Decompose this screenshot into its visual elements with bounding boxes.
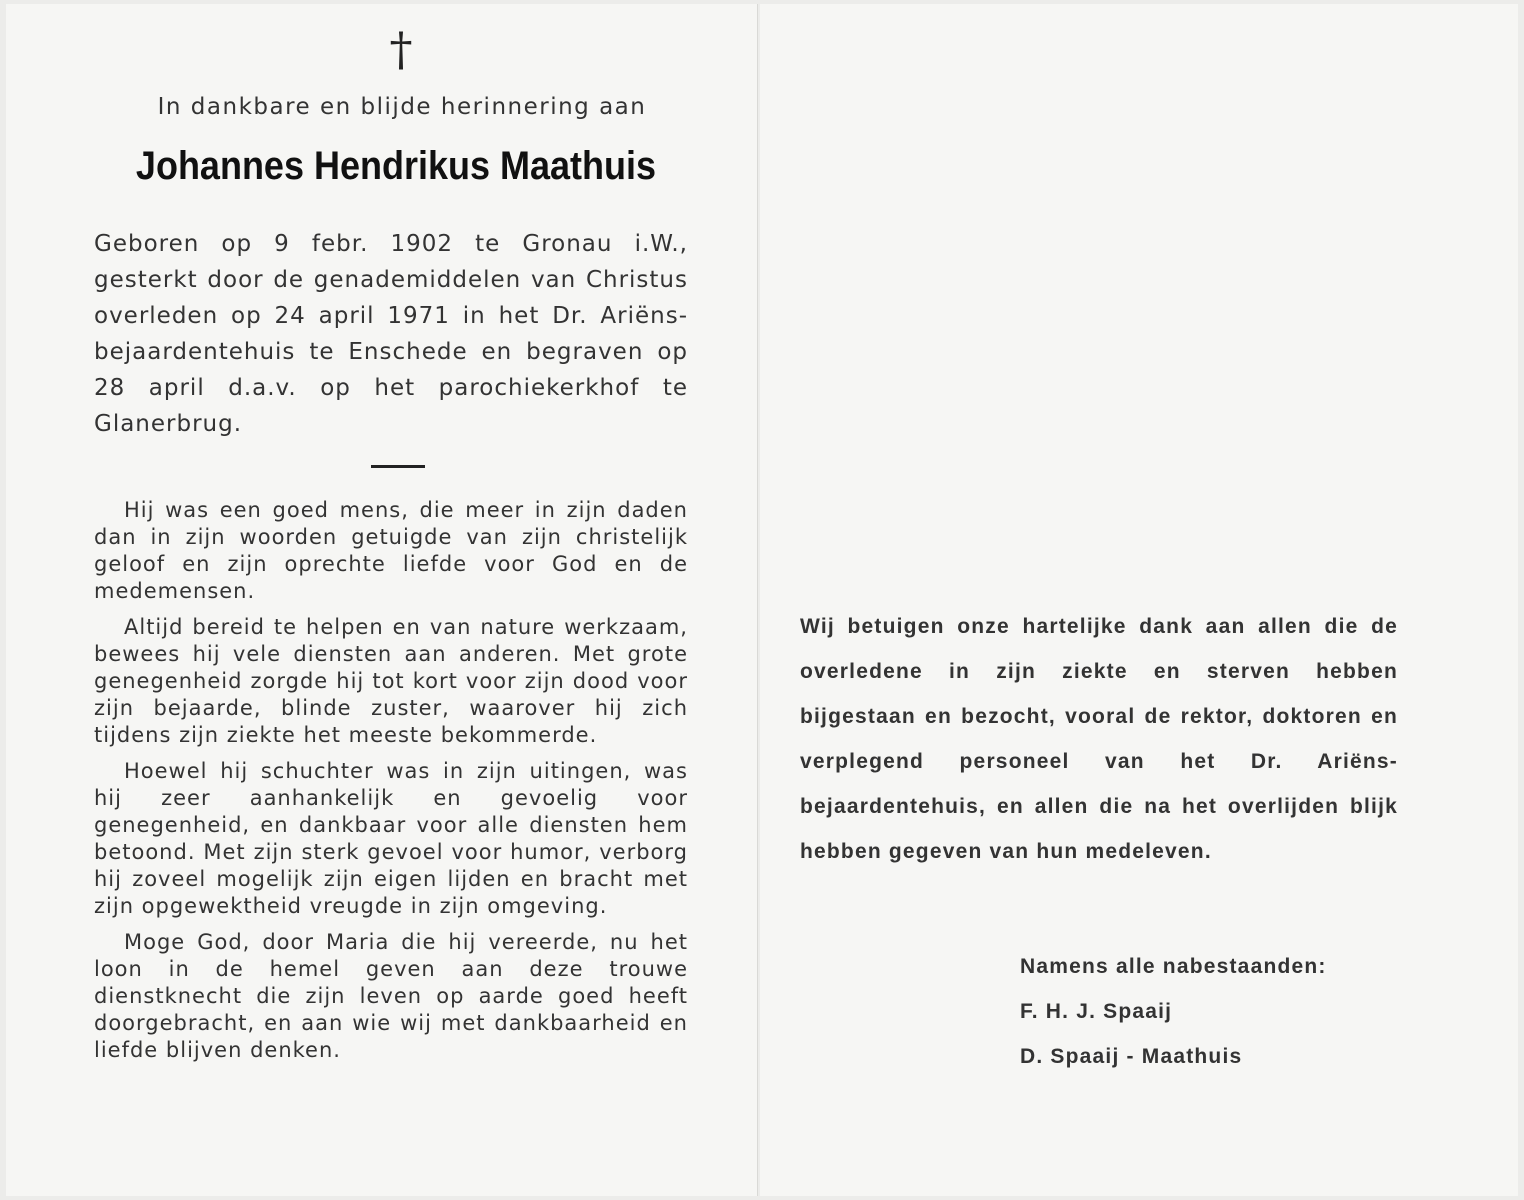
- intro-line: In dankbare en blijde herinnering aan: [157, 94, 647, 120]
- memorial-card-left-panel: [6, 4, 758, 1196]
- tribute-paragraph-4: Moge God, door Maria die hij vereerde, nu het loon in de hemel geven aan deze trouwe dienstknecht die zijn leven op aarde goed heeft doorgebracht, en aan wie wij met dankbaarheid en liefde blijven denken.: [94, 930, 688, 1062]
- signoff-line: Namens alle nabestaanden:: [1020, 955, 1327, 978]
- deceased-name: Johannes Hendrikus Maathuis: [135, 144, 657, 188]
- thanks-paragraph: Wij betuigen onze hartelijke dank aan allen die de overledene in zijn ziekte en sterven hebben bijgestaan en bezocht, vooral de rektor, doktoren en verplegend personeel van het Dr. Ariëns-bejaardentehuis, en allen die na het overlijden blijk hebben gegeven van hun medeleven.: [800, 615, 1398, 863]
- biography-paragraph: Geboren op 9 febr. 1902 te Gronau i.W., gesterkt door de genademiddelen van Christus overleden op 24 april 1971 in het Dr. Ariëns-bejaardentehuis te Enschede en begraven op 28 april d.a.v. op het parochiekerkhof te Glanerbrug.: [94, 231, 688, 437]
- cross-icon: †: [389, 22, 413, 76]
- tribute-paragraph-2: Altijd bereid te helpen en van nature werkzaam, bewees hij vele diensten aan anderen. Met grote genegenheid zorgde hij tot kort voor zijn dood voor zijn bejaarde, blinde zuster, waarover hij zich tijdens zijn ziekte het meeste bekommerde.: [94, 615, 688, 747]
- tribute-paragraph-1: Hij was een goed mens, die meer in zijn daden dan in zijn woorden getuigde van zijn christelijk geloof en zijn oprechte liefde voor God en de medemensen.: [94, 498, 688, 603]
- signature-block: [1020, 944, 1420, 1079]
- section-divider: [371, 465, 425, 468]
- memorial-card-right-panel: [760, 4, 1518, 1196]
- signatory-2: D. Spaaij - Maathuis: [1020, 1045, 1243, 1068]
- tribute-text: [94, 497, 688, 1073]
- tribute-paragraph-3: Hoewel hij schuchter was in zijn uitingen, was hij zeer aanhankelijk en gevoelig voor genegenheid, en dankbaar voor alle diensten hem betoond. Met zijn sterk gevoel voor humor, verborg hij zoveel mogelijk zijn eigen lijden en bracht met zijn opgewektheid vreugde in zijn omgeving.: [94, 759, 688, 918]
- signatory-1: F. H. J. Spaaij: [1020, 1000, 1173, 1023]
